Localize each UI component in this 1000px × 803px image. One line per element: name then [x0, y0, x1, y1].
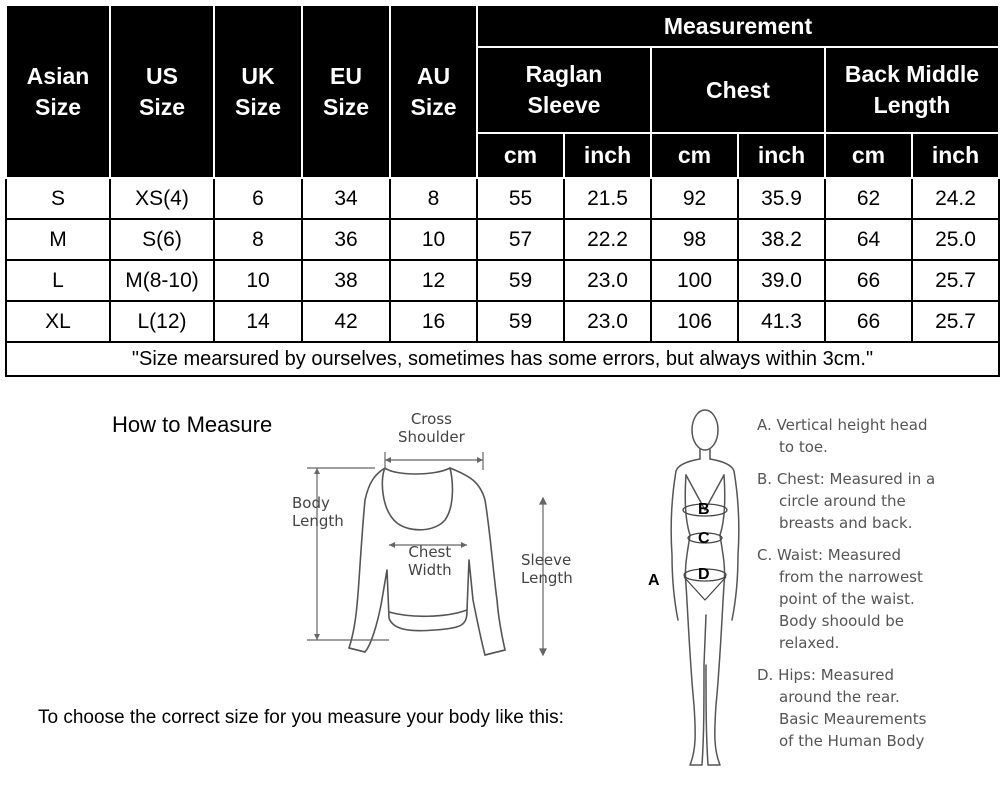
table-cell: S: [6, 178, 110, 219]
unit-cell: inch: [912, 133, 999, 178]
table-cell: 38.2: [738, 219, 825, 260]
header-uk-size: UK Size: [214, 5, 302, 178]
table-cell: 36: [302, 219, 390, 260]
table-cell: 57: [477, 219, 564, 260]
legend-line: D. Hips: Measured: [757, 666, 894, 684]
table-cell: 39.0: [738, 260, 825, 301]
table-cell: 6: [214, 178, 302, 219]
label-b: B: [698, 501, 710, 518]
header-measurement: Measurement: [477, 5, 999, 47]
table-cell: S(6): [110, 219, 214, 260]
table-cell: 10: [390, 219, 477, 260]
table-cell: 55: [477, 178, 564, 219]
legend-cont: to toe.: [779, 438, 828, 456]
table-cell: L(12): [110, 301, 214, 342]
table-row: [6, 260, 999, 301]
table-cell: 66: [825, 260, 912, 301]
table-cell: 23.0: [564, 301, 651, 342]
table-row: [6, 219, 999, 260]
table-cell: 16: [390, 301, 477, 342]
legend-item-a: [757, 414, 997, 458]
table-cell: 62: [825, 178, 912, 219]
header-back-middle-length: Back Middle Length: [825, 47, 999, 133]
table-cell: XL: [6, 301, 110, 342]
header-us-size: US Size: [110, 5, 214, 178]
table-cell: 8: [390, 178, 477, 219]
header-asian-size: Asian Size: [6, 5, 110, 178]
table-cell: 35.9: [738, 178, 825, 219]
unit-cell: inch: [564, 133, 651, 178]
header-chest: Chest: [651, 47, 825, 133]
head: [692, 410, 718, 450]
shirt-illustration: [285, 440, 525, 665]
table-cell: 25.0: [912, 219, 999, 260]
legend-line: B. Chest: Measured in a: [757, 470, 936, 488]
table-note-row: [6, 342, 999, 376]
table-cell: 64: [825, 219, 912, 260]
table-cell: 38: [302, 260, 390, 301]
table-cell: 59: [477, 301, 564, 342]
table-cell: 8: [214, 219, 302, 260]
legend-cont: from the narrowest point of the waist. Body shoould be relaxed.: [779, 568, 923, 652]
unit-cell: cm: [825, 133, 912, 178]
table-cell: XS(4): [110, 178, 214, 219]
header-au-size: AU Size: [390, 5, 477, 178]
measure-instruction: To choose the correct size for you measure your body like this:: [38, 707, 564, 728]
unit-cell: inch: [738, 133, 825, 178]
table-cell: 59: [477, 260, 564, 301]
table-row: [6, 301, 999, 342]
legend-item-c: [757, 544, 997, 654]
table-cell: M: [6, 219, 110, 260]
chest-width-label: Chest Width: [408, 543, 452, 579]
measurement-note: "Size mearsured by ourselves, sometimes has some errors, but always within 3cm.": [6, 342, 999, 376]
body-illustration: [660, 405, 750, 775]
table-cell: 66: [825, 301, 912, 342]
table-cell: 100: [651, 260, 738, 301]
table-cell: 14: [214, 301, 302, 342]
label-a: A: [648, 572, 660, 589]
table-cell: 24.2: [912, 178, 999, 219]
measurement-legend: [757, 414, 997, 762]
legend-cont: around the rear. Basic Meaurements of the Human Body: [779, 688, 927, 750]
how-to-measure-title: How to Measure: [112, 412, 273, 437]
header-raglan-sleeve: Raglan Sleeve: [477, 47, 651, 133]
header-eu-size: EU Size: [302, 5, 390, 178]
table-cell: 10: [214, 260, 302, 301]
label-d: D: [698, 566, 710, 583]
legend-cont: circle around the breasts and back.: [779, 492, 913, 532]
size-chart-table: [5, 4, 1000, 377]
legend-line: A. Vertical height head: [757, 416, 928, 434]
table-cell: 92: [651, 178, 738, 219]
table-cell: 22.2: [564, 219, 651, 260]
table-cell: 98: [651, 219, 738, 260]
unit-cell: cm: [651, 133, 738, 178]
sleeve-length-label: Sleeve Length: [521, 551, 573, 587]
table-cell: 106: [651, 301, 738, 342]
legend-item-d: [757, 664, 997, 752]
table-cell: 41.3: [738, 301, 825, 342]
table-cell: 25.7: [912, 260, 999, 301]
table-cell: 23.0: [564, 260, 651, 301]
table-cell: 21.5: [564, 178, 651, 219]
cross-shoulder-label: Cross Shoulder: [398, 410, 465, 446]
table-cell: M(8-10): [110, 260, 214, 301]
table-cell: 34: [302, 178, 390, 219]
label-c: C: [698, 530, 710, 547]
body-length-label: Body Length: [292, 494, 344, 530]
table-cell: L: [6, 260, 110, 301]
legend-line: C. Waist: Measured: [757, 546, 902, 564]
table-cell: 42: [302, 301, 390, 342]
table-cell: 12: [390, 260, 477, 301]
legend-item-b: [757, 468, 997, 534]
table-row: [6, 178, 999, 219]
table-cell: 25.7: [912, 301, 999, 342]
unit-cell: cm: [477, 133, 564, 178]
